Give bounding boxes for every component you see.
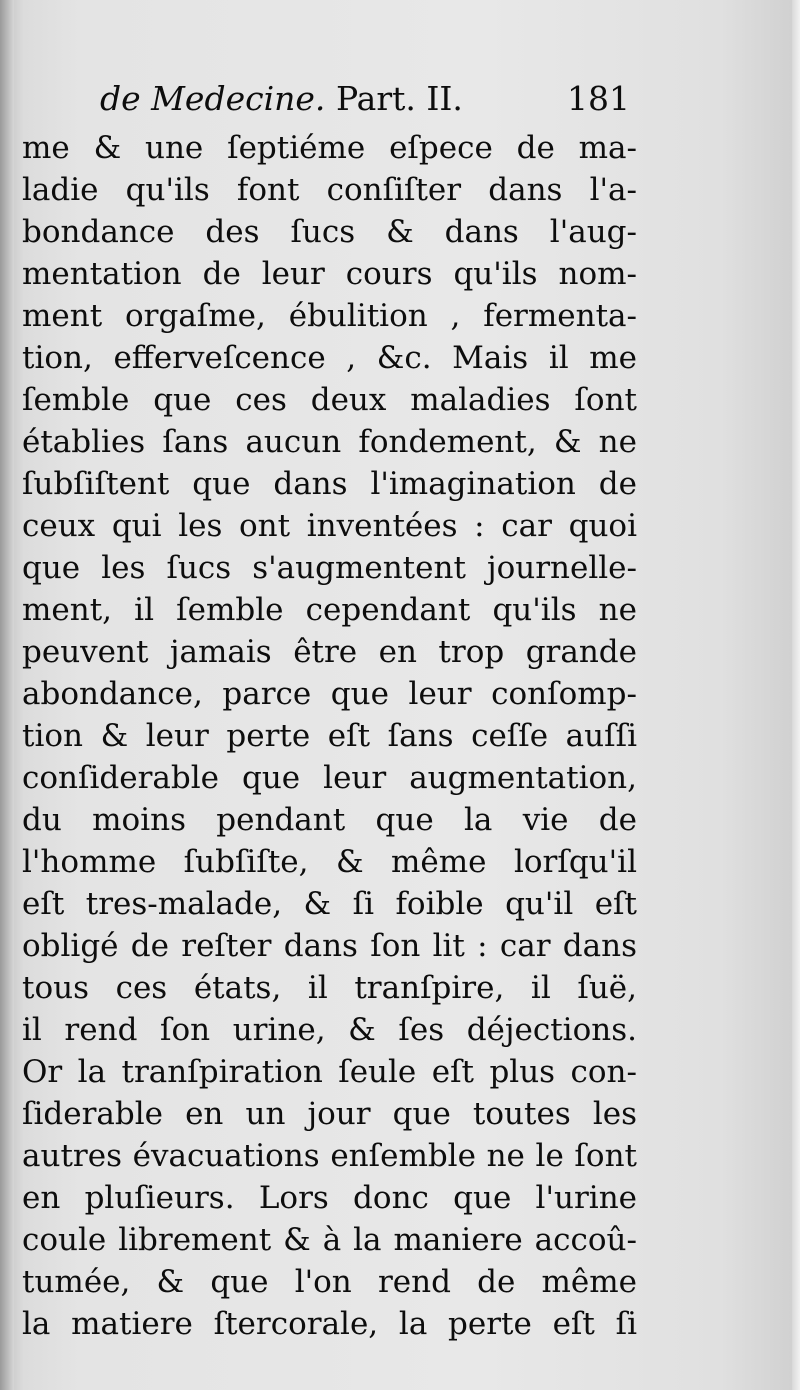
text-line: me & une ſeptiéme eſpece de ma-	[22, 130, 637, 166]
text-line: établies ſans aucun fondement, & ne	[22, 424, 637, 460]
text-line: mentation de leur cours qu'ils nom-	[22, 256, 637, 292]
text-line: ment orgaſme, ébulition , fermenta-	[22, 298, 637, 334]
running-head-part: Part. II.	[335, 79, 463, 118]
text-line: tion, efferveſcence , &c. Mais il me	[22, 340, 637, 376]
text-line: il rend ſon urine, & ſes déjections.	[22, 1012, 637, 1048]
text-line: tion & leur perte eſt ſans ceſſe auſſi	[22, 718, 637, 754]
text-line: eſt tres-malade, & ſi foible qu'il eſt	[22, 886, 637, 922]
body-text	[22, 127, 637, 1345]
text-line: la matiere ſtercorale, la perte eſt ſi	[22, 1306, 637, 1342]
text-line: du moins pendant que la vie de	[22, 802, 637, 838]
text-line: ſemble que ces deux maladies ſont	[22, 382, 637, 418]
text-line: ladie qu'ils font conſiſter dans l'a-	[22, 172, 637, 208]
text-line: bondance des ſucs & dans l'aug-	[22, 214, 637, 250]
text-line: en pluſieurs. Lors donc que l'urine	[22, 1180, 637, 1216]
text-line: abondance, parce que leur conſomp-	[22, 676, 637, 712]
text-line: coule librement & à la maniere accoû-	[22, 1222, 637, 1258]
text-line: tous ces états, il tranſpire, il ſuë,	[22, 970, 637, 1006]
text-line: conſiderable que leur augmentation,	[22, 760, 637, 796]
text-line: ſiderable en un jour que toutes les	[22, 1096, 637, 1132]
running-head-title: de Medecine.	[100, 79, 326, 118]
text-line: que les ſucs s'augmentent journelle-	[22, 550, 637, 586]
text-line: ment, il ſemble cependant qu'ils ne	[22, 592, 637, 628]
running-head	[100, 78, 630, 120]
text-line: l'homme ſubſiſte, & même lorſqu'il	[22, 844, 637, 880]
page-outer-edge	[792, 0, 800, 1390]
page-binding-edge	[0, 0, 14, 1390]
text-line: tumée, & que l'on rend de même	[22, 1264, 637, 1300]
text-line: ſubſiſtent que dans l'imagination de	[22, 466, 637, 502]
page-number: 181	[567, 79, 630, 118]
text-line: ceux qui les ont inventées : car quoi	[22, 508, 637, 544]
text-line: obligé de reſter dans ſon lit : car dans	[22, 928, 637, 964]
text-line: Or la tranſpiration ſeule eſt plus con-	[22, 1054, 637, 1090]
text-line: peuvent jamais être en trop grande	[22, 634, 637, 670]
text-line: autres évacuations enſemble ne le ſont	[22, 1138, 637, 1174]
